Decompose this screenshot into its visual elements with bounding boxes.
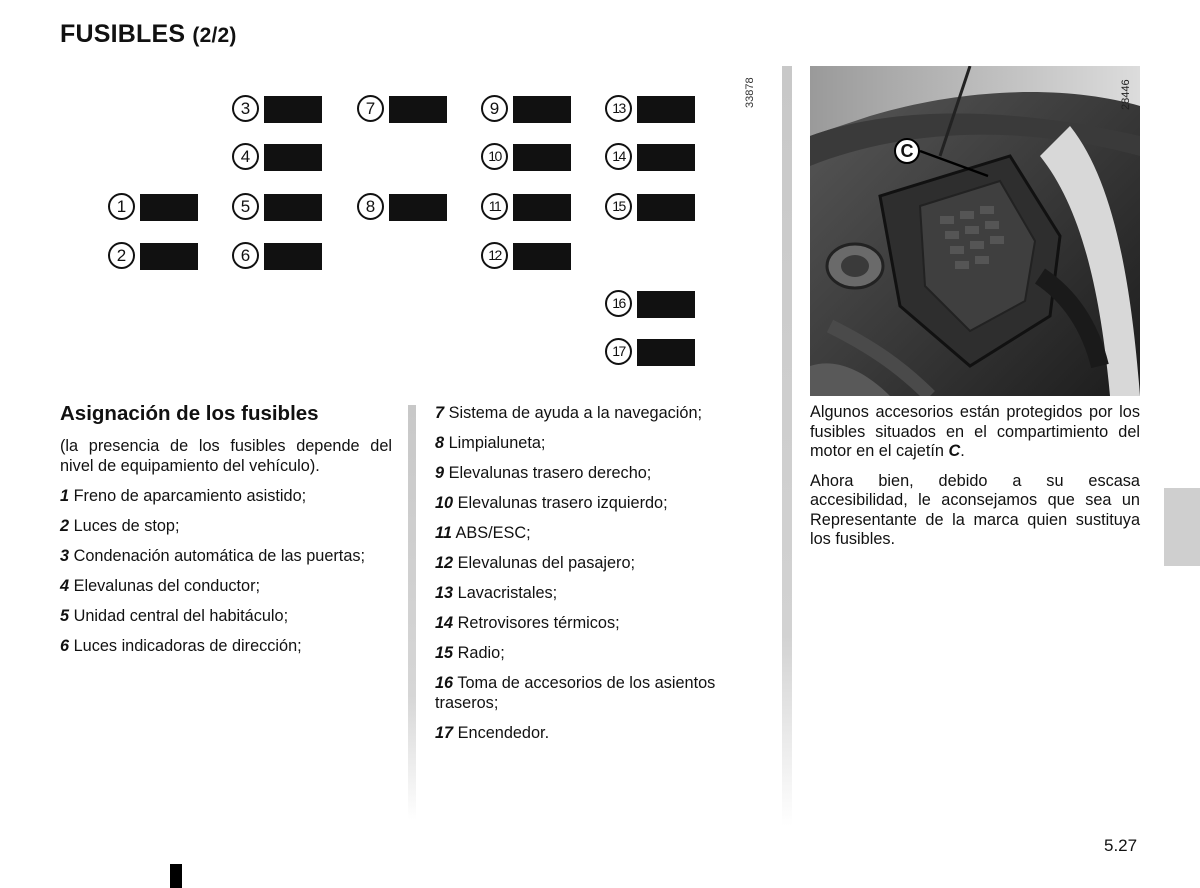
item-text: Freno de aparcamiento asistido; — [73, 487, 307, 505]
fuse-number: 5 — [232, 193, 259, 220]
item-text: Radio; — [457, 644, 505, 662]
fuse-number: 12 — [481, 242, 508, 269]
fuse-slot — [637, 339, 695, 366]
item-number: 3 — [60, 547, 70, 565]
fuse-slot — [637, 291, 695, 318]
fuse-slot — [140, 243, 198, 270]
page-title-subtitle: (2/2) — [192, 24, 237, 47]
section-title: Asignación de los fusibles — [60, 402, 319, 425]
fuse-slot — [389, 194, 447, 221]
print-mark — [170, 864, 182, 888]
fuse-slot — [513, 243, 571, 270]
fuse-number: 2 — [108, 242, 135, 269]
item-text: Unidad central del habitáculo; — [73, 607, 289, 625]
item-number: 9 — [435, 464, 445, 482]
item-number: 7 — [435, 404, 445, 422]
item-text: Condenación automática de las puertas; — [73, 547, 366, 565]
item-text: ABS/ESC; — [455, 524, 531, 542]
list-item — [435, 723, 770, 743]
item-number: 11 — [435, 524, 452, 542]
list-item — [435, 673, 770, 713]
item-number: 17 — [435, 724, 454, 742]
page-title — [60, 20, 237, 49]
item-number: 1 — [60, 487, 70, 505]
item-text: Luces indicadoras de dirección; — [73, 637, 302, 655]
fuse-slot — [264, 243, 322, 270]
fuse-slot — [637, 96, 695, 123]
list-item — [435, 553, 770, 573]
item-number: 5 — [60, 607, 70, 625]
item-text: Sistema de ayuda a la navegación; — [448, 404, 703, 422]
assignment-note: (la presencia de los fusibles depende del nivel de equipamiento del vehículo). — [60, 437, 392, 475]
item-text: Luces de stop; — [73, 517, 180, 535]
callout-c: C — [894, 138, 920, 164]
fuse-number: 6 — [232, 242, 259, 269]
right-text-column — [810, 403, 1140, 560]
fuse-number: 7 — [357, 95, 384, 122]
list-item — [60, 516, 392, 536]
item-number: 14 — [435, 614, 454, 632]
fuse-slot — [637, 194, 695, 221]
chapter-tab — [1164, 488, 1200, 566]
fuse-number: 13 — [605, 95, 632, 122]
item-text: Toma de accesorios de los asientos traseros; — [435, 674, 716, 712]
list-item — [435, 583, 770, 603]
fuse-slot — [264, 96, 322, 123]
item-text: Elevalunas trasero izquierdo; — [457, 494, 668, 512]
list-item — [435, 463, 770, 483]
diagram-reference-code: 33878 — [744, 77, 756, 108]
fuse-number: 10 — [481, 143, 508, 170]
item-text: Elevalunas del pasajero; — [457, 554, 636, 572]
list-item — [60, 576, 392, 596]
box-reference: C — [948, 442, 961, 460]
item-number: 16 — [435, 674, 454, 692]
item-text: Lavacristales; — [457, 584, 558, 602]
list-item — [60, 546, 392, 566]
list-item — [435, 613, 770, 633]
engine-compartment-photo — [810, 66, 1140, 396]
list-item — [435, 493, 770, 513]
fuse-slot — [513, 96, 571, 123]
fuse-number: 11 — [481, 193, 508, 220]
fuse-number: 8 — [357, 193, 384, 220]
paragraph-end: . — [960, 442, 965, 460]
list-item — [435, 523, 770, 543]
fuse-slot — [513, 144, 571, 171]
page-number: 5.27 — [1104, 836, 1138, 855]
item-number: 13 — [435, 584, 454, 602]
item-number: 2 — [60, 517, 70, 535]
photo-reference-code: 28446 — [1120, 79, 1132, 110]
item-text: Limpialuneta; — [448, 434, 546, 452]
paragraph-advice: Ahora bien, debido a su escasa accesibilidad, le aconsejamos que sea un Representante de la marca quien sustituya los fusibles. — [810, 471, 1140, 548]
item-number: 10 — [435, 494, 454, 512]
fuse-slot — [637, 144, 695, 171]
item-number: 8 — [435, 434, 445, 452]
fuse-number: 9 — [481, 95, 508, 122]
item-text: Encendedor. — [457, 724, 550, 742]
fuse-number: 14 — [605, 143, 632, 170]
fuse-number: 1 — [108, 193, 135, 220]
fuse-slot — [264, 144, 322, 171]
fuse-slot — [389, 96, 447, 123]
list-item — [60, 636, 392, 656]
list-item — [435, 643, 770, 663]
item-number: 12 — [435, 554, 454, 572]
fuse-assignment-column-2 — [435, 403, 770, 753]
paragraph-text: Algunos accesorios están protegidos por los fusibles situados en el compartimiento del motor en el cajetín — [810, 403, 1140, 460]
item-text: Elevalunas del conductor; — [73, 577, 261, 595]
fuse-number: 3 — [232, 95, 259, 122]
item-text: Elevalunas trasero derecho; — [448, 464, 652, 482]
fuse-number: 17 — [605, 338, 632, 365]
fuse-slot — [264, 194, 322, 221]
item-number: 4 — [60, 577, 70, 595]
list-item — [60, 606, 392, 626]
fuse-number: 15 — [605, 193, 632, 220]
fuse-slot — [140, 194, 198, 221]
engine-illustration — [810, 66, 1140, 396]
paragraph-accessories — [810, 403, 1140, 462]
item-text: Retrovisores térmicos; — [457, 614, 620, 632]
item-number: 6 — [60, 637, 70, 655]
fuse-number: 16 — [605, 290, 632, 317]
column-divider-middle — [408, 405, 416, 820]
fuse-assignment-column-1 — [60, 402, 392, 666]
list-item — [435, 403, 770, 423]
list-item — [60, 486, 392, 506]
fuse-slot — [513, 194, 571, 221]
fuse-number: 4 — [232, 143, 259, 170]
item-number: 15 — [435, 644, 454, 662]
page-title-text: FUSIBLES — [60, 20, 186, 48]
list-item — [435, 433, 770, 453]
column-divider-right — [782, 66, 792, 826]
